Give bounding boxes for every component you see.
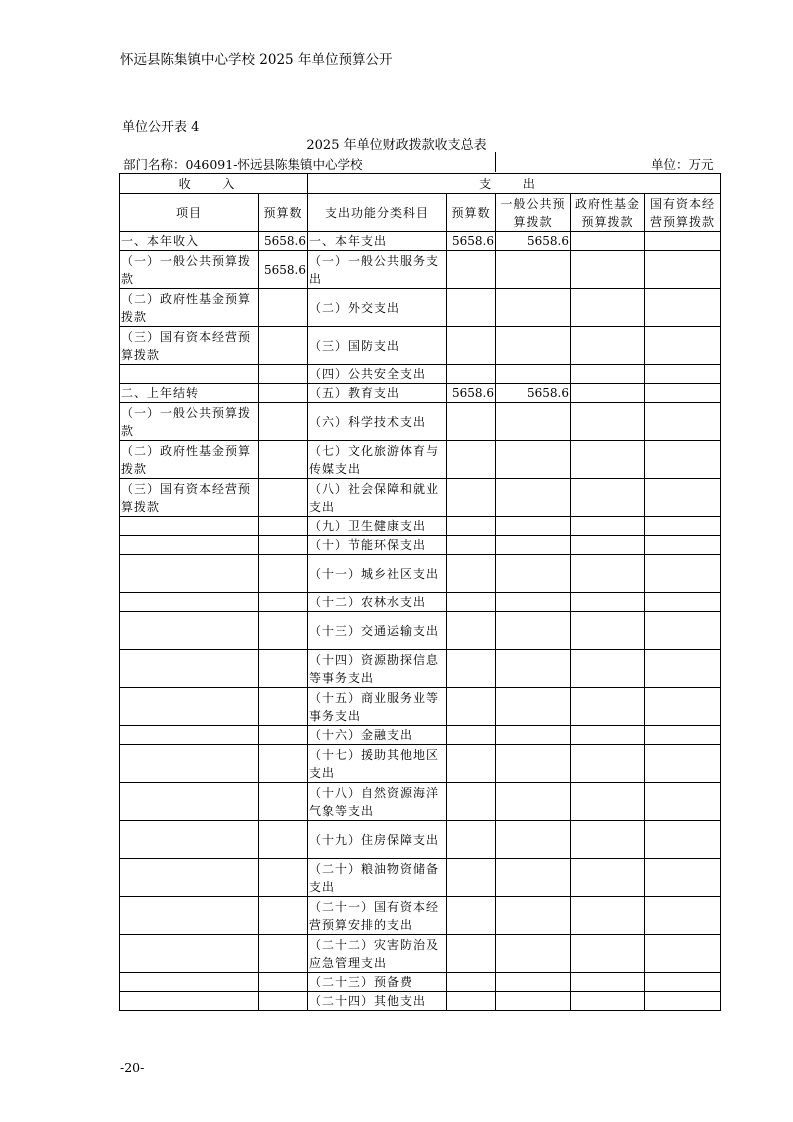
expense-total-cell: [447, 441, 496, 479]
income-item-cell: [120, 688, 259, 726]
fund-budget-cell: [571, 365, 645, 384]
expense-item-cell: （二十一）国有资本经营预算安排的支出: [308, 897, 447, 935]
income-amount-cell: [259, 384, 308, 403]
expense-total-cell: [447, 517, 496, 536]
table-row: [120, 365, 721, 384]
table-row: [120, 536, 721, 555]
state-capital-cell: [645, 821, 721, 859]
table-row: [120, 821, 721, 859]
state-capital-cell: [645, 783, 721, 821]
income-item-cell: [120, 973, 259, 992]
state-capital-cell: [645, 479, 721, 517]
table-row: [120, 327, 721, 365]
general-budget-cell: [496, 289, 571, 327]
table-row: [120, 251, 721, 289]
income-amount-cell: [259, 289, 308, 327]
fund-budget-cell: [571, 593, 645, 612]
column-header: 项目: [120, 194, 259, 232]
income-amount-cell: [259, 403, 308, 441]
expense-total-cell: [447, 327, 496, 365]
expense-total-cell: [447, 650, 496, 688]
general-budget-cell: [496, 821, 571, 859]
fund-budget-cell: [571, 479, 645, 517]
state-capital-cell: [645, 536, 721, 555]
table-row: [120, 973, 721, 992]
state-capital-cell: [645, 232, 721, 251]
state-capital-cell: [645, 555, 721, 593]
income-item-cell: 二、上年结转: [120, 384, 259, 403]
table-row: [120, 593, 721, 612]
expense-item-cell: （二十）粮油物资储备支出: [308, 859, 447, 897]
table-row: [120, 479, 721, 517]
state-capital-cell: [645, 688, 721, 726]
state-capital-cell: [645, 650, 721, 688]
state-capital-cell: [645, 593, 721, 612]
expense-total-cell: [447, 726, 496, 745]
income-amount-cell: [259, 992, 308, 1011]
expense-item-cell: （三）国防支出: [308, 327, 447, 365]
fund-budget-cell: [571, 935, 645, 973]
income-amount-cell: [259, 612, 308, 650]
general-budget-cell: [496, 365, 571, 384]
expense-total-cell: [447, 479, 496, 517]
expense-item-cell: （二十二）灾害防治及应急管理支出: [308, 935, 447, 973]
table-row: [120, 688, 721, 726]
table-row: [120, 403, 721, 441]
fund-budget-cell: [571, 897, 645, 935]
expense-total-cell: [447, 973, 496, 992]
expense-total-cell: [447, 289, 496, 327]
fund-budget-cell: [571, 612, 645, 650]
general-budget-cell: [496, 650, 571, 688]
expense-total-cell: [447, 745, 496, 783]
table-row: [120, 441, 721, 479]
expense-total-cell: [447, 403, 496, 441]
expense-item-cell: （十三）交通运输支出: [308, 612, 447, 650]
expense-item-cell: 一、本年支出: [308, 232, 447, 251]
column-header: 国有资本经营预算拨款: [645, 194, 721, 232]
general-budget-cell: [496, 403, 571, 441]
expense-total-cell: 5658.6: [447, 384, 496, 403]
state-capital-cell: [645, 403, 721, 441]
general-budget-cell: [496, 745, 571, 783]
general-budget-cell: [496, 783, 571, 821]
expense-item-cell: （九）卫生健康支出: [308, 517, 447, 536]
state-capital-cell: [645, 517, 721, 536]
income-item-cell: （二）政府性基金预算拨款: [120, 441, 259, 479]
fund-budget-cell: [571, 783, 645, 821]
table-row: [120, 935, 721, 973]
state-capital-cell: [645, 859, 721, 897]
expense-item-cell: （一）一般公共服务支出: [308, 251, 447, 289]
general-budget-cell: [496, 536, 571, 555]
state-capital-cell: [645, 384, 721, 403]
expense-item-cell: （十二）农林水支出: [308, 593, 447, 612]
expense-item-cell: （十九）住房保障支出: [308, 821, 447, 859]
expense-total-cell: [447, 365, 496, 384]
table-row: [120, 384, 721, 403]
income-item-cell: （一）一般公共预算拨款: [120, 251, 259, 289]
general-budget-cell: [496, 973, 571, 992]
general-budget-cell: [496, 327, 571, 365]
expense-item-cell: （十五）商业服务业等事务支出: [308, 688, 447, 726]
income-amount-cell: 5658.6: [259, 232, 308, 251]
income-amount-cell: [259, 555, 308, 593]
column-header-row: [120, 194, 721, 232]
income-item-cell: [120, 612, 259, 650]
fund-budget-cell: [571, 650, 645, 688]
state-capital-cell: [645, 289, 721, 327]
table-row: [120, 555, 721, 593]
column-header: 一般公共预算拨款: [496, 194, 571, 232]
expense-item-cell: （五）教育支出: [308, 384, 447, 403]
general-budget-cell: [496, 612, 571, 650]
income-item-cell: [120, 726, 259, 745]
state-capital-cell: [645, 327, 721, 365]
expense-total-cell: [447, 612, 496, 650]
expense-item-cell: （十六）金融支出: [308, 726, 447, 745]
fund-budget-cell: [571, 859, 645, 897]
header-divider: [495, 152, 496, 172]
expense-item-cell: （十七）援助其他地区支出: [308, 745, 447, 783]
column-header: 政府性基金预算拨款: [571, 194, 645, 232]
general-budget-cell: [496, 517, 571, 536]
income-amount-cell: [259, 517, 308, 536]
table-row: [120, 612, 721, 650]
income-item-cell: 一、本年收入: [120, 232, 259, 251]
column-header: 预算数: [259, 194, 308, 232]
state-capital-cell: [645, 726, 721, 745]
income-amount-cell: [259, 688, 308, 726]
general-budget-cell: [496, 555, 571, 593]
table-row: [120, 232, 721, 251]
expense-total-cell: [447, 593, 496, 612]
income-item-cell: （二）政府性基金预算拨款: [120, 289, 259, 327]
state-capital-cell: [645, 612, 721, 650]
income-amount-cell: [259, 935, 308, 973]
general-budget-cell: [496, 441, 571, 479]
expense-total-cell: [447, 555, 496, 593]
income-item-cell: [120, 365, 259, 384]
income-amount-cell: [259, 593, 308, 612]
expense-item-cell: （十）节能环保支出: [308, 536, 447, 555]
fund-budget-cell: [571, 384, 645, 403]
state-capital-cell: [645, 745, 721, 783]
income-item-cell: [120, 821, 259, 859]
table-row: [120, 745, 721, 783]
expense-item-cell: （八）社会保障和就业支出: [308, 479, 447, 517]
state-capital-cell: [645, 251, 721, 289]
state-capital-cell: [645, 992, 721, 1011]
section-header-row: [120, 174, 721, 194]
expense-item-cell: （六）科学技术支出: [308, 403, 447, 441]
general-budget-cell: [496, 726, 571, 745]
income-item-cell: （三）国有资本经营预算拨款: [120, 479, 259, 517]
fund-budget-cell: [571, 992, 645, 1011]
income-item-cell: [120, 745, 259, 783]
page-number: -20-: [120, 1060, 145, 1075]
fund-budget-cell: [571, 821, 645, 859]
state-capital-cell: [645, 973, 721, 992]
fund-budget-cell: [571, 327, 645, 365]
expense-item-cell: （二）外交支出: [308, 289, 447, 327]
general-budget-cell: [496, 992, 571, 1011]
expense-item-cell: （四）公共安全支出: [308, 365, 447, 384]
table-row: [120, 289, 721, 327]
table-title: 2025 年单位财政拨款收支总表: [306, 138, 487, 153]
general-budget-cell: [496, 479, 571, 517]
fund-budget-cell: [571, 232, 645, 251]
fund-budget-cell: [571, 251, 645, 289]
table-row: [120, 859, 721, 897]
income-amount-cell: [259, 973, 308, 992]
income-amount-cell: [259, 745, 308, 783]
fund-budget-cell: [571, 726, 645, 745]
income-amount-cell: [259, 859, 308, 897]
expense-total-cell: 5658.6: [447, 232, 496, 251]
fund-budget-cell: [571, 973, 645, 992]
fund-budget-cell: [571, 536, 645, 555]
expense-item-cell: （十八）自然资源海洋气象等支出: [308, 783, 447, 821]
fund-budget-cell: [571, 403, 645, 441]
state-capital-cell: [645, 935, 721, 973]
income-amount-cell: [259, 783, 308, 821]
fund-budget-cell: [571, 688, 645, 726]
table-row: [120, 992, 721, 1011]
table-row: [120, 897, 721, 935]
income-item-cell: [120, 935, 259, 973]
income-item-cell: [120, 536, 259, 555]
income-amount-cell: [259, 479, 308, 517]
general-budget-cell: 5658.6: [496, 384, 571, 403]
expense-total-cell: [447, 859, 496, 897]
expense-total-cell: [447, 783, 496, 821]
general-budget-cell: [496, 593, 571, 612]
state-capital-cell: [645, 365, 721, 384]
income-amount-cell: [259, 726, 308, 745]
income-amount-cell: [259, 897, 308, 935]
expense-total-cell: [447, 688, 496, 726]
expense-item-cell: （七）文化旅游体育与传媒支出: [308, 441, 447, 479]
income-item-cell: [120, 859, 259, 897]
general-budget-cell: 5658.6: [496, 232, 571, 251]
income-item-cell: [120, 555, 259, 593]
expense-total-cell: [447, 821, 496, 859]
expense-total-cell: [447, 536, 496, 555]
fund-budget-cell: [571, 289, 645, 327]
expense-total-cell: [447, 251, 496, 289]
fund-budget-cell: [571, 555, 645, 593]
fund-budget-cell: [571, 441, 645, 479]
general-budget-cell: [496, 251, 571, 289]
income-amount-cell: [259, 365, 308, 384]
expense-section-header: 支 出: [308, 174, 721, 194]
income-item-cell: （一）一般公共预算拨款: [120, 403, 259, 441]
fund-budget-cell: [571, 517, 645, 536]
expense-item-cell: （二十四）其他支出: [308, 992, 447, 1011]
document-header: 怀远县陈集镇中心学校 2025 年单位预算公开: [120, 52, 393, 68]
expense-item-cell: （十四）资源勘探信息等事务支出: [308, 650, 447, 688]
state-capital-cell: [645, 897, 721, 935]
income-item-cell: [120, 783, 259, 821]
expense-item-cell: （十一）城乡社区支出: [308, 555, 447, 593]
expense-total-cell: [447, 897, 496, 935]
budget-table: [119, 173, 721, 1011]
income-item-cell: （三）国有资本经营预算拨款: [120, 327, 259, 365]
table-row: [120, 726, 721, 745]
income-amount-cell: [259, 536, 308, 555]
income-amount-cell: [259, 441, 308, 479]
unit-label: 单位：万元: [651, 157, 714, 172]
state-capital-cell: [645, 441, 721, 479]
income-amount-cell: [259, 821, 308, 859]
column-header: 预算数: [447, 194, 496, 232]
general-budget-cell: [496, 859, 571, 897]
income-amount-cell: [259, 650, 308, 688]
general-budget-cell: [496, 935, 571, 973]
expense-item-cell: （二十三）预备费: [308, 973, 447, 992]
income-amount-cell: [259, 327, 308, 365]
income-item-cell: [120, 650, 259, 688]
income-item-cell: [120, 593, 259, 612]
income-item-cell: [120, 992, 259, 1011]
table-row: [120, 517, 721, 536]
table-row: [120, 650, 721, 688]
general-budget-cell: [496, 897, 571, 935]
department-label: 部门名称：046091-怀远县陈集镇中心学校: [123, 157, 363, 172]
expense-total-cell: [447, 992, 496, 1011]
table-number: 单位公开表 4: [122, 120, 200, 135]
income-section-header: 收 入: [120, 174, 308, 194]
expense-total-cell: [447, 935, 496, 973]
income-item-cell: [120, 517, 259, 536]
general-budget-cell: [496, 688, 571, 726]
table-row: [120, 783, 721, 821]
column-header: 支出功能分类科目: [308, 194, 447, 232]
income-amount-cell: 5658.6: [259, 251, 308, 289]
fund-budget-cell: [571, 745, 645, 783]
income-item-cell: [120, 897, 259, 935]
